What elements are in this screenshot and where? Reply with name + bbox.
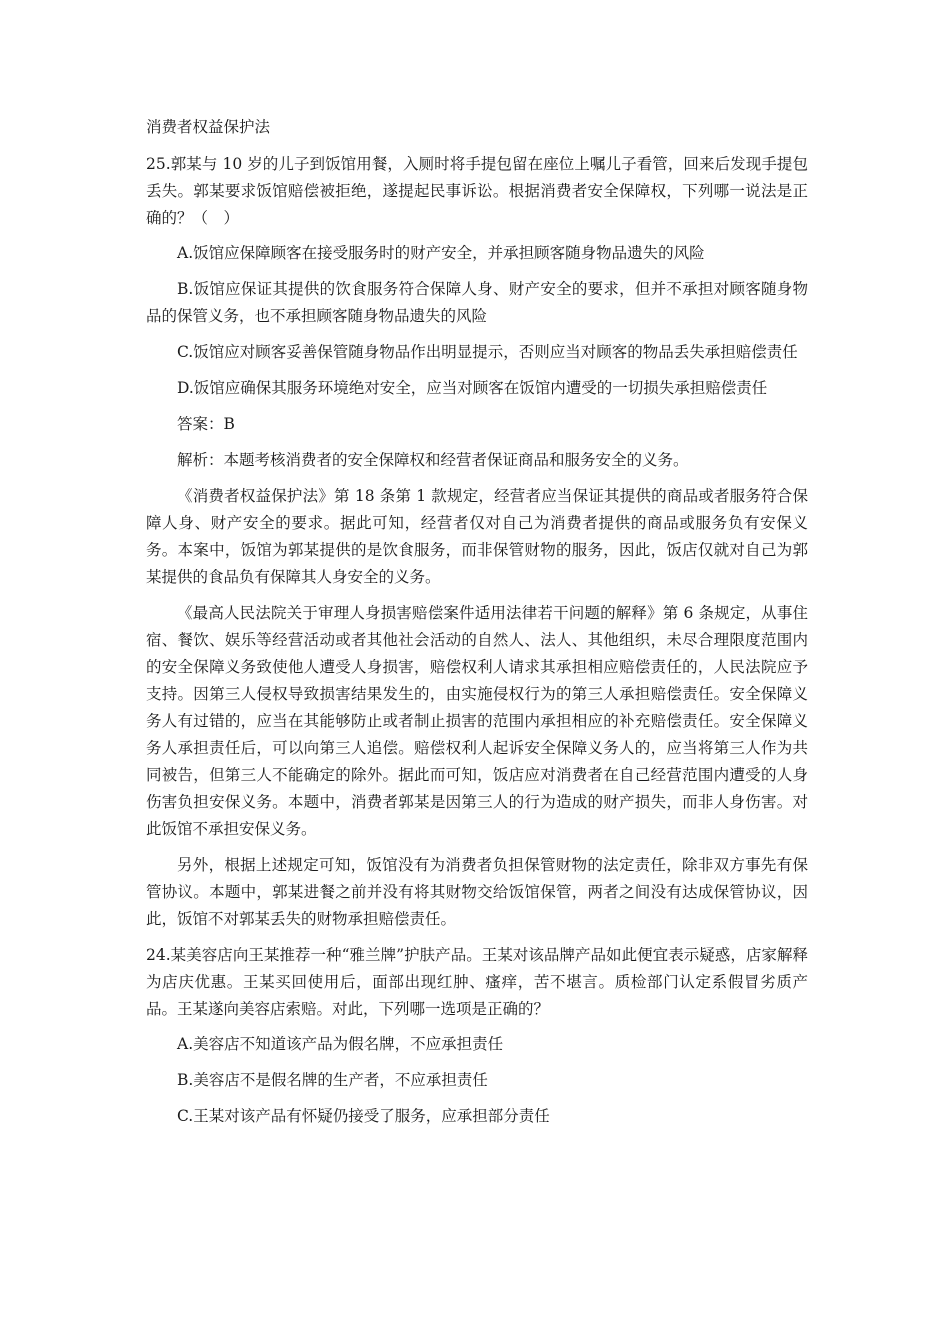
question-25-answer: 答案：B <box>177 415 235 433</box>
question-24-stem: 24.某美容店向王某推荐一种“雅兰牌”护肤产品。王某对该品牌产品如此便宜表示疑惑，店家解释为店庆优惠。王某买回使用后，面部出现红肿、瘙痒，苦不堪言。质检部门认定系假冒劣质产品。王某遂向美容店索赔。对此，下列哪一选项是正确的？ <box>146 946 808 1018</box>
question-25-stem: 25.郭某与 10 岁的儿子到饭馆用餐，入厕时将手提包留在座位上嘱儿子看管，回来后发现手提包丢失。郭某要求饭馆赔偿被拒绝，遂提起民事诉讼。根据消费者安全保障权，下列哪一说法是正确的？（ ） <box>146 155 808 227</box>
question-25-explanation-paragraph: 另外，根据上述规定可知，饭馆没有为消费者负担保管财物的法定责任，除非双方事先有保管协议。本题中，郭某进餐之前并没有将其财物交给饭馆保管，两者之间没有达成保管协议，因此，饭馆不对郭某丢失的财物承担赔偿责任。 <box>146 856 808 928</box>
document-page <box>146 114 808 1139</box>
question-24-option-b: B.美容店不是假名牌的生产者，不应承担责任 <box>177 1071 488 1089</box>
section-title: 消费者权益保护法 <box>146 118 271 136</box>
question-25-analysis: 解析：本题考核消费者的安全保障权和经营者保证商品和服务安全的义务。 <box>177 451 689 469</box>
question-25-option-b: B.饭馆应保证其提供的饮食服务符合保障人身、财产安全的要求，但并不承担对顾客随身物品的保管义务，也不承担顾客随身物品遗失的风险 <box>146 280 808 325</box>
question-24-option-a: A.美容店不知道该产品为假名牌，不应承担责任 <box>177 1035 504 1053</box>
question-25-option-a: A.饭馆应保障顾客在接受服务时的财产安全，并承担顾客随身物品遗失的风险 <box>177 244 705 262</box>
question-25-explanation-paragraph: 《最高人民法院关于审理人身损害赔偿案件适用法律若干问题的解释》第 6 条规定，从事住宿、餐饮、娱乐等经营活动或者其他社会活动的自然人、法人、其他组织，未尽合理限度范围内的安全保障义务致使他人遭受人身损害，赔偿权利人请求其承担相应赔偿责任的，人民法院应予支持。因第三人侵权导致损害结果发生的，由实施侵权行为的第三人承担赔偿责任。安全保障义务人有过错的，应当在其能够防止或者制止损害的范围内承担相应的补充赔偿责任。安全保障义务人承担责任后，可以向第三人追偿。赔偿权利人起诉安全保障义务人的，应当将第三人作为共同被告，但第三人不能确定的除外。据此而可知，饭店应对消费者在自己经营范围内遭受的人身伤害负担安保义务。本题中，消费者郭某是因第三人的行为造成的财产损失，而非人身伤害。对此饭馆不承担安保义务。 <box>146 604 808 838</box>
question-24-option-c: C.王某对该产品有怀疑仍接受了服务，应承担部分责任 <box>177 1107 550 1125</box>
question-25-option-d: D.饭馆应确保其服务环境绝对安全，应当对顾客在饭馆内遭受的一切损失承担赔偿责任 <box>177 379 768 397</box>
question-25-option-c: C.饭馆应对顾客妥善保管随身物品作出明显提示，否则应当对顾客的物品丢失承担赔偿责任 <box>177 343 798 361</box>
question-25-explanation-paragraph: 《消费者权益保护法》第 18 条第 1 款规定，经营者应当保证其提供的商品或者服务符合保障人身、财产安全的要求。据此可知，经营者仅对自己为消费者提供的商品或服务负有安保义务。本案中，饭馆为郭某提供的是饮食服务，而非保管财物的服务，因此，饭店仅就对自己为郭某提供的食品负有保障其人身安全的义务。 <box>146 487 808 586</box>
